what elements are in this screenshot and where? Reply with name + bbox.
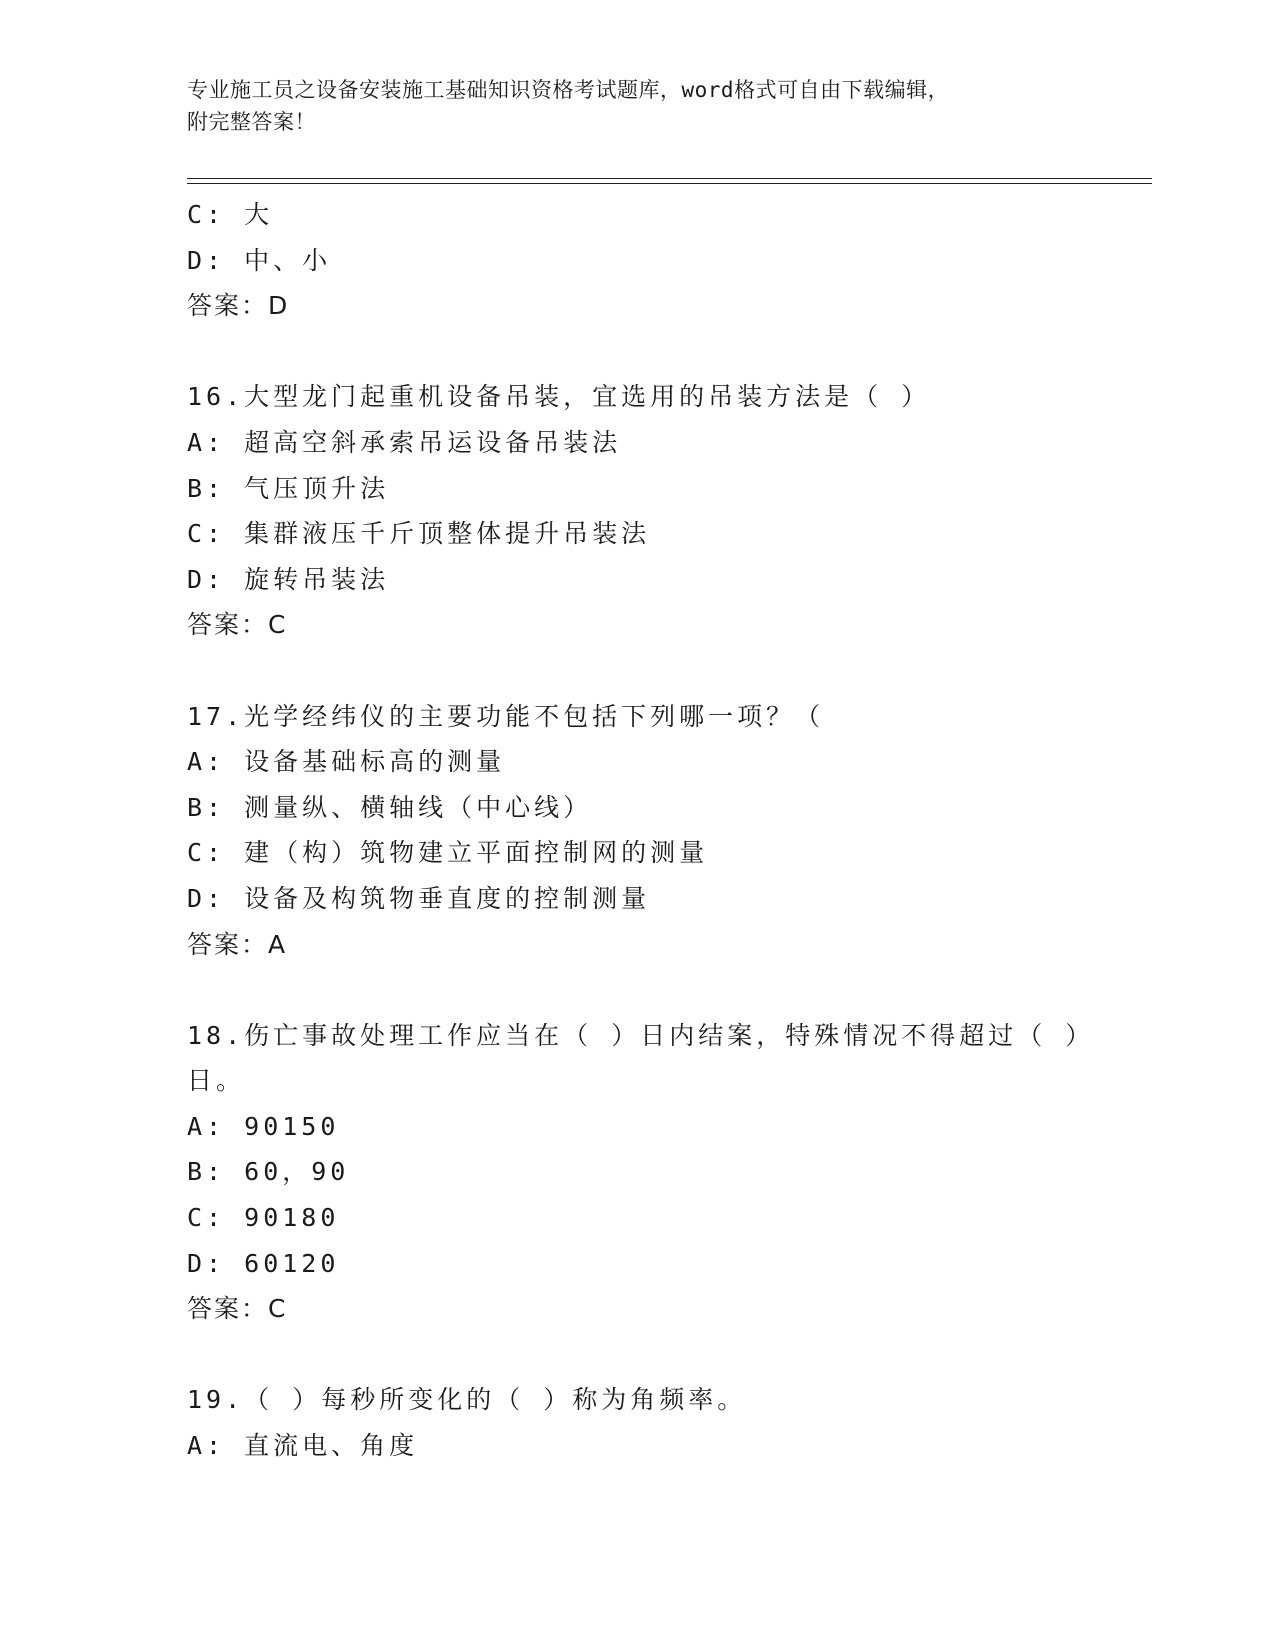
header-line-1: 专业施工员之设备安装施工基础知识资格考试题库，word格式可自由下载编辑，: [187, 78, 950, 102]
question-16: [187, 374, 1152, 648]
question-text-line-2: 日。: [187, 1066, 246, 1096]
question-18: [187, 1013, 1152, 1332]
question-19: [187, 1377, 1152, 1468]
answer-line: 答案：D: [187, 291, 290, 321]
option-a: A: 设备基础标高的测量: [187, 747, 506, 777]
question-15-tail: [187, 192, 1152, 329]
option-b: B: 60，90: [187, 1157, 350, 1187]
option-a: A: 90150: [187, 1111, 340, 1141]
question-list: [187, 192, 1152, 1469]
question-text-line-1: 18.伤亡事故处理工作应当在（ ）日内结案，特殊情况不得超过（ ）: [187, 1020, 1095, 1050]
spacer: [187, 967, 1152, 1013]
header-line-2: 附完整答案！: [187, 110, 316, 134]
document-header: [187, 74, 1067, 138]
option-c: C: 大: [187, 200, 274, 229]
option-a: A: 超高空斜承索吊运设备吊装法: [187, 427, 622, 457]
question-17: [187, 694, 1152, 968]
spacer: [187, 648, 1152, 694]
answer-line: 答案：C: [187, 1294, 288, 1324]
option-a: A: 直流电、角度: [187, 1431, 419, 1461]
option-d: D: 60120: [187, 1248, 340, 1278]
option-d: D: 设备及构筑物垂直度的控制测量: [187, 883, 651, 913]
answer-line: 答案：A: [187, 929, 288, 959]
option-c: C: 90180: [187, 1203, 340, 1233]
option-b: B: 气压顶升法: [187, 473, 390, 503]
spacer: [187, 1332, 1152, 1378]
header-divider-bottom: [187, 183, 1152, 184]
option-c: C: 集群液压千斤顶整体提升吊装法: [187, 519, 651, 549]
question-text: 16.大型龙门起重机设备吊装，宜选用的吊装方法是（ ）: [187, 382, 931, 412]
option-d: D: 中、小: [187, 245, 332, 275]
option-c: C: 建（构）筑物建立平面控制网的测量: [187, 838, 709, 868]
option-b: B: 测量纵、横轴线（中心线）: [187, 792, 593, 822]
header-divider-top: [187, 178, 1152, 179]
spacer: [187, 329, 1152, 375]
answer-line: 答案：C: [187, 610, 288, 640]
question-text: 17.光学经纬仪的主要功能不包括下列哪一项？（: [187, 701, 825, 731]
option-d: D: 旋转吊装法: [187, 564, 390, 594]
question-text: 19.（ ）每秒所变化的（ ）称为角频率。: [187, 1385, 747, 1415]
